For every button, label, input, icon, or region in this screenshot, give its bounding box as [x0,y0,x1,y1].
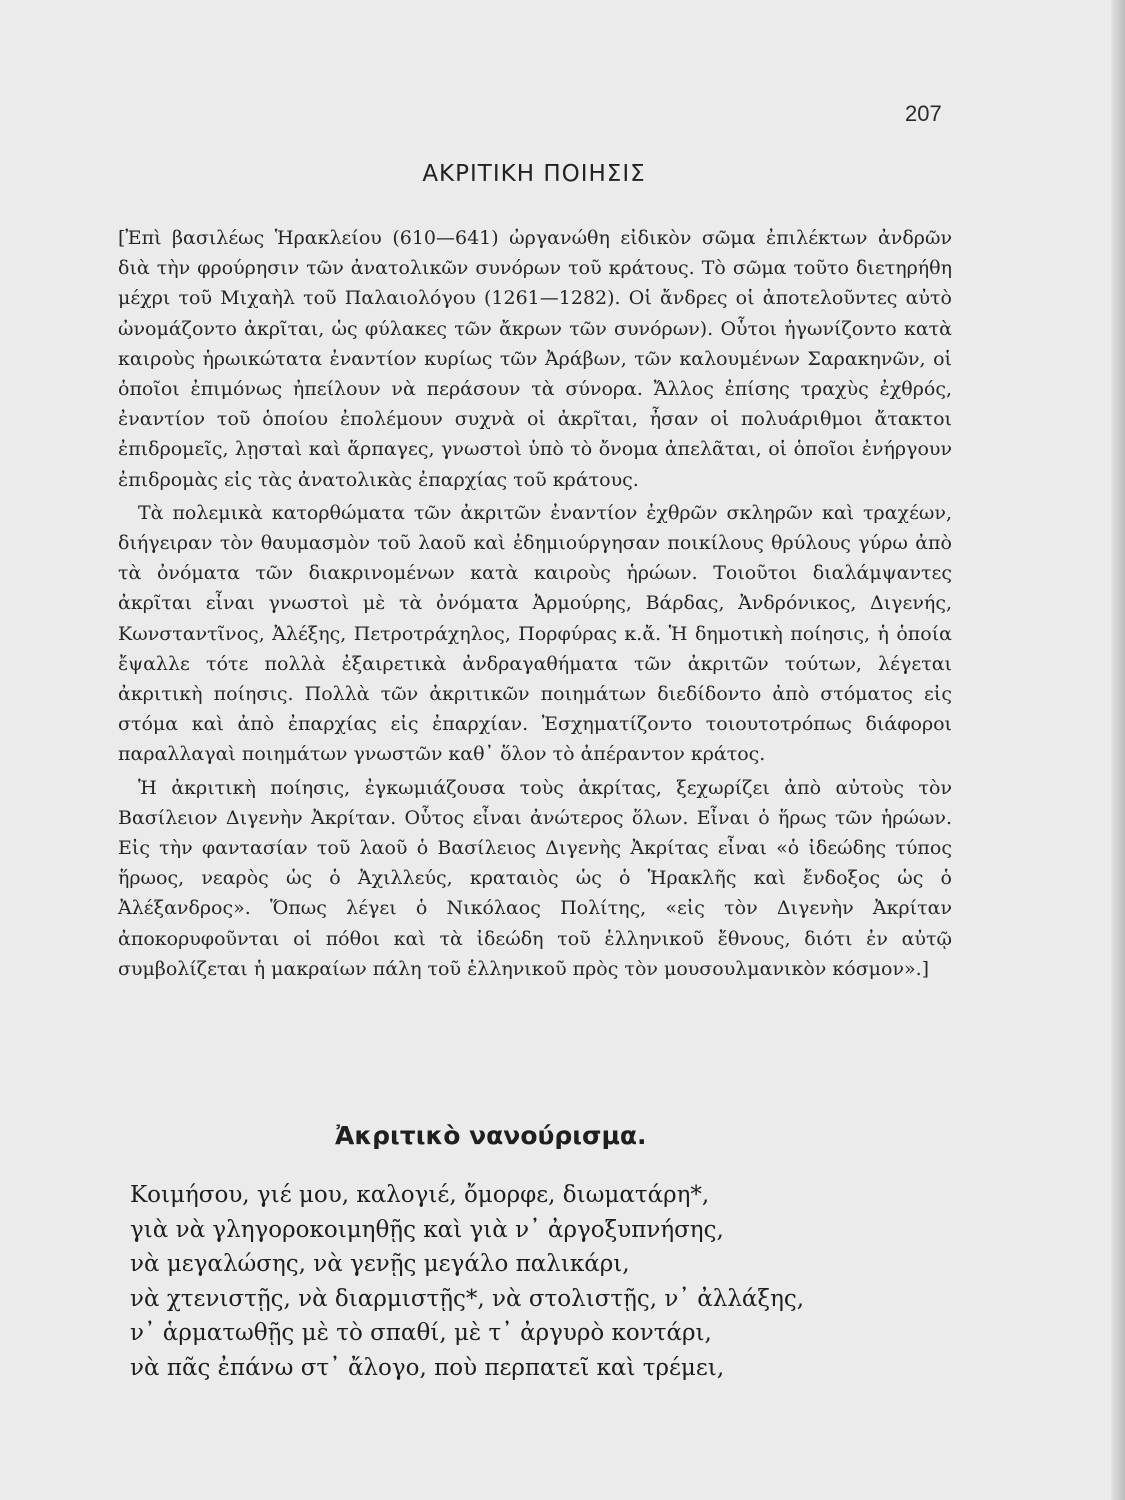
poem-line: ν᾿ ἁρματωθῇς μὲ τὸ σπαθί, μὲ τ᾿ ἀργυρὸ κοντάρι, [130,1320,712,1346]
paragraph-3: Ἡ ἀκριτικὴ ποίησις, ἐγκωμιάζουσα τοὺς ἀκρίτας, ξεχωρίζει ἀπὸ αὐτοὺς τὸν Βασίλειον Διγενὴν Ἀκρίταν. Οὗτος εἶναι ἀνώτερος ὅλων. Εἶναι ὁ ἥρως τῶν ἡρώων. Εἰς τὴν φαντασίαν τοῦ λαοῦ ὁ Βασίλειος Διγενὴς Ἀκρίτας εἶναι «ὁ ἰδεώδης τύπος ἥρωος, νεαρὸς ὡς ὁ Ἀχιλλεύς, κραταιὸς ὡς ὁ Ἡρακλῆς καὶ ἔνδοξος ὡς ὁ Ἀλέξανδρος». Ὅπως λέγει ὁ Νικόλαος Πολίτης, «εἰς τὸν Διγενὴν Ἀκρίταν ἀποκορυφοῦνται οἱ πόθοι καὶ τὰ ἰδεώδη τοῦ ἑλληνικοῦ ἔθνους, διότι ἐν αὐτῷ συμβολίζεται ἡ μακραίων πάλη τοῦ ἑλληνικοῦ πρὸς τὸν μουσουλμανικὸν κόσμον».] [118,776,952,980]
page-edge-shadow [1111,0,1125,1500]
poem-line: γιὰ νὰ γληγοροκοιμηθῇς καὶ γιὰ ν᾿ ἀργοξυπνήσης, [130,1216,724,1243]
chapter-title: ΑΚΡΙΤΙΚΗ ΠΟΙΗΣΙΣ [422,161,646,187]
introduction-text [118,223,952,984]
paragraph-1: [Ἐπὶ βασιλέως Ἡρακλείου (610—641) ὠργανώθη εἰδικὸν σῶμα ἐπιλέκτων ἀνδρῶν διὰ τὴν φρούρησιν τῶν ἀνατολικῶν συνόρων τοῦ κράτους. Τὸ σῶμα τοῦτο διετηρήθη μέχρι τοῦ Μιχαὴλ τοῦ Παλαιολόγου (1261—1282). Οἱ ἄνδρες οἱ ἀποτελοῦντες αὐτὸ ὠνομάζοντο ἀκρῖται, ὡς φύλακες τῶν ἄκρων τῶν συνόρων). Οὗτοι ἠγωνίζοντο κατὰ καιροὺς ἡρωικώτατα ἐναντίον κυρίως τῶν Ἀράβων, τῶν καλουμένων Σαρακηνῶν, οἱ ὁποῖοι ἐπιμόνως ἠπείλουν νὰ περάσουν τὰ σύνορα. Ἄλλος ἐπίσης τραχὺς ἐχθρός, ἐναντίον τοῦ ὁποίου ἐπολέμουν συχνὰ οἱ ἀκρῖται, ἦσαν οἱ πολυάριθμοι ἄτακτοι ἐπιδρομεῖς, λῃσταὶ καὶ ἅρπαγες, γνωστοὶ ὑπὸ τὸ ὄνομα ἀπελᾶται, οἱ ὁποῖοι ἐνήργουν ἐπιδρομὰς εἰς τὰς ἀνατολικὰς ἐπαρχίας τοῦ κράτους. [118,227,952,491]
poem-line: Κοιμήσου, γιέ μου, καλογιέ, ὄμορφε, διωματάρη*, [130,1182,710,1208]
poem-line: νὰ πᾶς ἐπάνω στ᾿ ἄλογο, ποὺ περπατεῖ καὶ τρέμει, [130,1354,725,1381]
poem-line: νὰ μεγαλώσης, νὰ γενῇς μεγάλο παλικάρι, [130,1251,630,1277]
paragraph-2: Τὰ πολεμικὰ κατορθώματα τῶν ἀκριτῶν ἐναντίον ἐχθρῶν σκληρῶν καὶ τραχέων, διήγειραν τὸν θαυμασμὸν τοῦ λαοῦ καὶ ἐδημιούργησαν ποικίλους θρύλους γύρω ἀπὸ τὰ ὀνόματα τῶν διακρινομένων κατὰ καιροὺς ἡρώων. Τοιοῦτοι διαλάμψαντες ἀκρῖται εἶναι γνωστοὶ μὲ τὰ ὀνόματα Ἀρμούρης, Βάρδας, Ἀνδρόνικος, Διγενής, Κωνσταντῖνος, Ἀλέξης, Πετροτράχηλος, Πορφύρας κ.ἄ. Ἡ δημοτικὴ ποίησις, ἡ ὁποία ἔψαλλε τότε πολλὰ ἐξαιρετικὰ ἀνδραγαθήματα τῶν ἀκριτῶν τούτων, λέγεται ἀκριτικὴ ποίησις. Πολλὰ τῶν ἀκριτικῶν ποιημάτων διεδίδοντο ἀπὸ στόματος εἰς στόμα καὶ ἀπὸ ἐπαρχίας εἰς ἐπαρχίαν. Ἐσχηματίζοντο τοιουτοτρόπως διάφοροι παραλλαγαὶ ποιημάτων γνωστῶν καθ᾿ ὅλον τὸ ἀπέραντον κράτος. [118,501,952,766]
page-number: 207 [905,101,942,126]
poem-title: Ἀκριτικὸ νανούρισμα. [335,1121,647,1150]
poem [130,1178,950,1385]
poem-line: νὰ χτενιστῇς, νὰ διαρμιστῇς*, νὰ στολιστῇς, ν᾿ ἀλλάξης, [130,1285,805,1312]
